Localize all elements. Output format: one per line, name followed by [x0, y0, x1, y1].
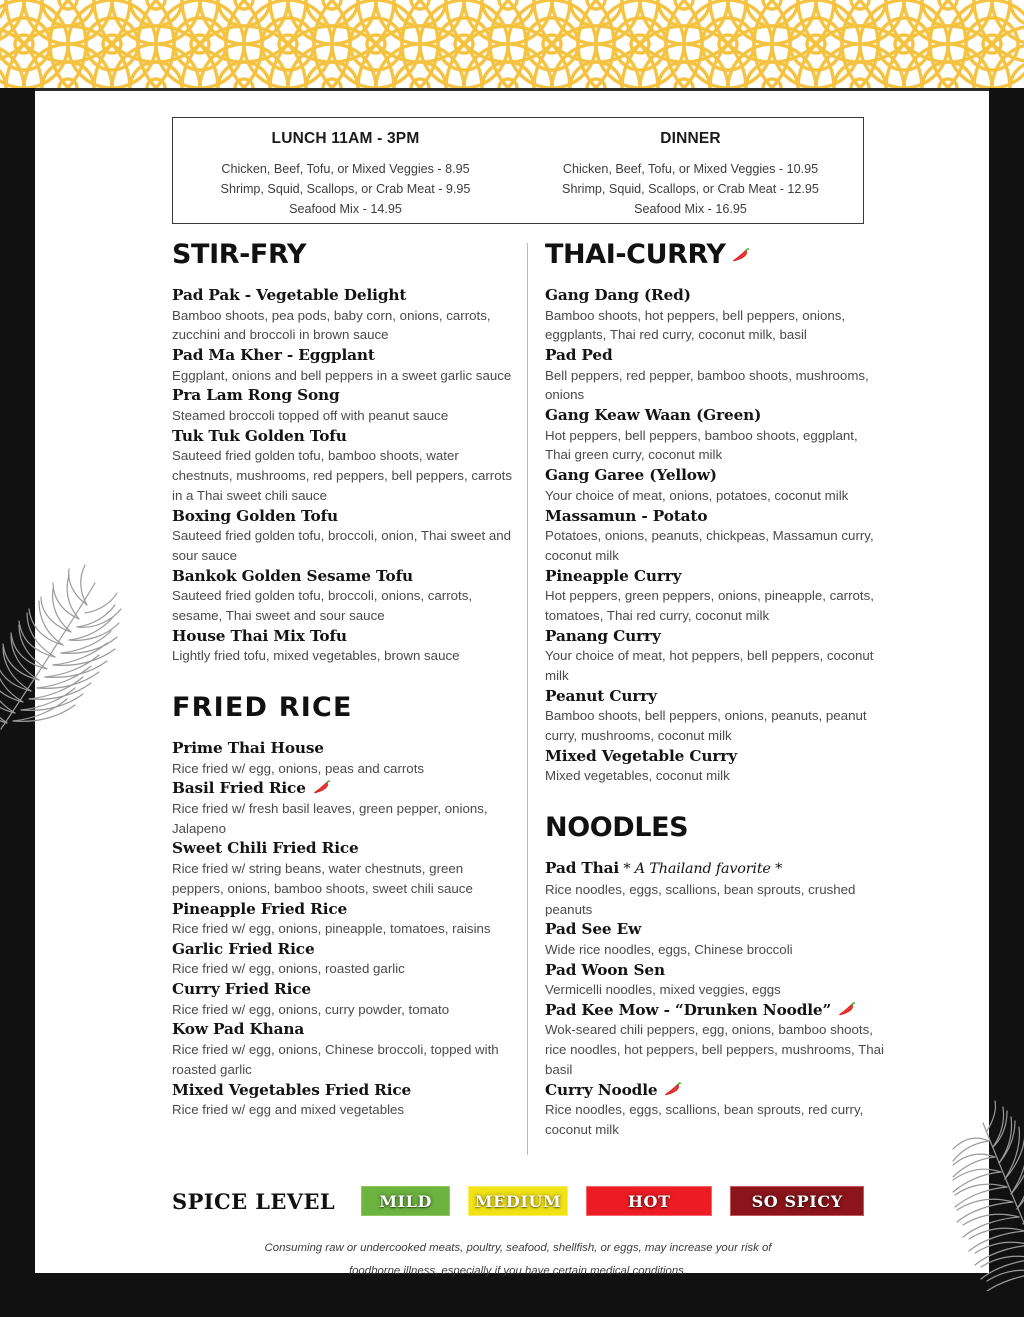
menu-item	[172, 1080, 512, 1120]
menu-item-name-label: Gang Dang (Red)	[545, 286, 691, 304]
menu-item-description: Mixed vegetables, coconut milk	[545, 768, 730, 784]
menu-item	[172, 1019, 512, 1079]
menu-item-description: Bell peppers, red pepper, bamboo shoots, mushrooms, onions	[545, 367, 869, 403]
menu-item-description: Hot peppers, green peppers, onions, pineapple, carrots, tomatoes, Thai red curry, coconut milk	[545, 588, 874, 623]
lunch-price-line: Seafood Mix - 14.95	[289, 202, 402, 216]
menu-item-description: Sauteed fried golden tofu, broccoli, onions, carrots, sesame, Thai sweet and sour sauce	[172, 588, 473, 623]
menu-item-name	[172, 1080, 512, 1101]
menu-item	[172, 939, 512, 979]
menu-item	[172, 506, 512, 566]
menu-item-name	[545, 506, 885, 527]
menu-item-name	[172, 738, 512, 759]
section-heading	[545, 241, 885, 268]
menu-item	[545, 405, 885, 465]
menu-item-description: Eggplant, onions and bell peppers in a sweet garlic sauce	[172, 367, 512, 383]
menu-item	[545, 1000, 885, 1080]
menu-section	[545, 241, 885, 786]
disclaimer-line-1: Consuming raw or undercooked meats, poultry, seafood, shellfish, or eggs, may increase your risk of	[264, 1242, 772, 1254]
menu-item-name	[545, 858, 885, 880]
menu-item-name	[545, 405, 885, 426]
menu-item	[172, 626, 512, 666]
menu-item-name	[545, 626, 885, 647]
menu-item-description: Rice fried w/ egg, onions, Chinese broccoli, topped with roasted garlic	[172, 1041, 499, 1077]
menu-item-name	[545, 919, 885, 940]
spice-badge-mild: MILD	[361, 1186, 450, 1216]
menu-item	[545, 1080, 885, 1140]
menu-item-name	[172, 345, 512, 366]
menu-item-name	[545, 960, 885, 981]
menu-item-name-label: Pad Woon Sen	[545, 960, 665, 979]
menu-item	[545, 345, 885, 405]
menu-item-name	[172, 979, 512, 1000]
menu-item-name-label: Bankok Golden Sesame Tofu	[172, 566, 413, 585]
menu-item-description: Bamboo shoots, hot peppers, bell peppers, onions, eggplants, Thai red curry, coconut milk, basil	[545, 307, 846, 343]
menu-item-name-label: Peanut Curry	[545, 686, 657, 705]
menu-item	[545, 285, 885, 345]
menu-item	[172, 285, 512, 345]
menu-item-description: Wide rice noodles, eggs, Chinese broccoli	[545, 941, 793, 957]
menu-item-description: Steamed broccoli topped off with peanut sauce	[172, 407, 449, 423]
section-heading	[172, 692, 512, 724]
menu-item	[545, 960, 885, 1000]
menu-item	[172, 979, 512, 1019]
menu-item	[172, 778, 512, 838]
menu-item	[172, 566, 512, 626]
menu-item-description: Rice noodles, eggs, scallions, bean sprouts, crushed peanuts	[545, 881, 856, 917]
menu-item-name-label: Pineapple Curry	[545, 566, 682, 585]
column-divider	[527, 243, 528, 1155]
menu-item-name-label: Pra Lam Rong Song	[172, 386, 340, 405]
menu-item-description: Potatoes, onions, peanuts, chickpeas, Massamun curry, coconut milk	[545, 528, 874, 563]
menu-item-name-label: Pad Ma Kher - Eggplant	[172, 346, 375, 365]
menu-item-name-label: Gang Garee (Yellow)	[545, 466, 717, 485]
menu-item-description: Rice fried w/ egg, onions, curry powder, tomato	[172, 1001, 450, 1017]
menu-section	[172, 694, 512, 1120]
dinner-price-line: Shrimp, Squid, Scallops, or Crab Meat - 12.95	[562, 182, 819, 196]
menu-item	[172, 738, 512, 778]
section-heading-label: THAI-CURRY	[545, 239, 726, 270]
menu-item-name	[172, 838, 512, 859]
menu-item-name-label: Mixed Vegetable Curry	[545, 746, 737, 765]
menu-column-left	[172, 241, 512, 1120]
menu-item	[545, 919, 885, 959]
menu-item-name	[545, 1000, 885, 1021]
menu-item-name-label: Pad See Ew	[545, 920, 642, 939]
menu-item-name-label: Sweet Chili Fried Rice	[172, 839, 359, 858]
menu-item-description: Rice fried w/ egg, onions, pineapple, tomatoes, raisins	[172, 921, 491, 937]
lunch-price-line: Shrimp, Squid, Scallops, or Crab Meat - 9.95	[220, 182, 471, 196]
menu-item-name	[545, 566, 885, 587]
menu-item-description: Bamboo shoots, bell peppers, onions, peanuts, peanut curry, mushrooms, coconut milk	[545, 708, 867, 744]
lunch-dinner-price-box	[172, 117, 864, 224]
menu-item-name-label: Boxing Golden Tofu	[172, 506, 338, 525]
menu-item-name-label: Kow Pad Khana	[172, 1020, 305, 1039]
menu-item	[545, 858, 885, 919]
spice-level-legend	[172, 1184, 864, 1218]
menu-item-description: Lightly fried tofu, mixed vegetables, brown sauce	[172, 648, 460, 664]
menu-item	[172, 838, 512, 898]
menu-item-description: Your choice of meat, onions, potatoes, coconut milk	[545, 487, 849, 503]
menu-item-name	[545, 285, 885, 306]
menu-item-name	[545, 1080, 885, 1101]
menu-item	[545, 566, 885, 626]
menu-item-description: Sauteed fried golden tofu, broccoli, onion, Thai sweet and sour sauce	[172, 528, 512, 563]
lunch-price-column	[173, 118, 518, 223]
menu-item	[545, 746, 885, 786]
menu-item-description: Rice fried w/ egg, onions, roasted garlic	[172, 961, 405, 977]
spice-badge-medium: MEDIUM	[468, 1186, 568, 1216]
menu-column-right	[545, 241, 885, 1140]
section-spacer	[545, 786, 885, 814]
menu-item-description: Hot peppers, bell peppers, bamboo shoots, eggplant, Thai green curry, coconut milk	[545, 427, 858, 463]
menu-item-name-label: Curry Fried Rice	[172, 980, 312, 999]
menu-item	[172, 899, 512, 939]
section-heading	[172, 241, 512, 268]
menu-item-description: Rice fried w/ egg, onions, peas and carrots	[172, 760, 425, 776]
menu-item-description: Rice fried w/ fresh basil leaves, green pepper, onions, Jalapeno	[172, 800, 488, 836]
menu-item	[545, 626, 885, 686]
menu-item-name-label: Pad Thai	[545, 859, 620, 878]
menu-item-description: Rice fried w/ string beans, water chestnuts, green peppers, onions, bamboo shoots, sweet chili sauce	[172, 860, 473, 896]
menu-item	[545, 506, 885, 566]
spice-level-title: SPICE LEVEL	[172, 1188, 336, 1214]
section-heading	[545, 812, 885, 844]
menu-item-name	[172, 506, 512, 527]
menu-item-name	[172, 939, 512, 960]
section-heading-label: NOODLES	[545, 812, 689, 844]
menu-item-name	[172, 1019, 512, 1040]
spice-badge-hot: HOT	[586, 1186, 712, 1216]
menu-paper	[35, 88, 989, 1277]
menu-item-name	[172, 385, 512, 406]
menu-item-description: Sauteed fried golden tofu, bamboo shoots, water chestnuts, mushrooms, red peppers, bell peppers, carrots in a Thai sweet chili sauce	[172, 448, 512, 503]
menu-item-name	[545, 345, 885, 366]
menu-item-name-label: House Thai Mix Tofu	[172, 626, 347, 645]
dinner-price-line: Chicken, Beef, Tofu, or Mixed Veggies - 10.95	[562, 162, 819, 176]
menu-item	[545, 465, 885, 505]
dinner-heading: DINNER	[660, 130, 721, 147]
menu-item-name	[172, 426, 512, 447]
disclaimer-line-2: foodborne illness, especially if you have certain medical conditions.	[348, 1265, 688, 1277]
menu-item-description: Vermicelli noodles, mixed veggies, eggs	[545, 982, 781, 998]
lunch-price-line: Chicken, Beef, Tofu, or Mixed Veggies - 8.95	[221, 162, 470, 176]
menu-item-name-label: Pad Ped	[545, 346, 613, 365]
menu-item	[172, 345, 512, 385]
menu-item-name-label: Curry Noodle	[545, 1080, 658, 1099]
menu-item-name-label: Massamun - Potato	[545, 506, 708, 525]
menu-item-name-label: Basil Fried Rice	[172, 779, 306, 798]
menu-item-name-label: Pineapple Fried Rice	[172, 899, 348, 918]
food-safety-disclaimer	[172, 1237, 864, 1283]
menu-section	[172, 241, 512, 666]
menu-columns	[35, 241, 989, 1171]
menu-item-description: Rice fried w/ egg and mixed vegetables	[172, 1102, 405, 1118]
menu-item-description: Wok-seared chili peppers, egg, onions, bamboo shoots, rice noodles, hot peppers, bell peppers, mushrooms, Thai basil	[545, 1022, 885, 1078]
menu-section	[545, 814, 885, 1140]
menu-item-name	[545, 465, 885, 486]
menu-item-name	[172, 626, 512, 647]
menu-item-name	[172, 899, 512, 920]
spice-badge-so-spicy: SO SPICY	[730, 1186, 864, 1216]
menu-item-description: Your choice of meat, hot peppers, bell peppers, coconut milk	[545, 648, 874, 684]
menu-item-name	[545, 746, 885, 767]
menu-item-description: Bamboo shoots, pea pods, baby corn, onions, carrots, zucchini and broccoli in brown sauce	[172, 307, 491, 343]
menu-item-note: * A Thailand favorite *	[619, 861, 783, 878]
menu-item-name	[172, 566, 512, 587]
menu-item-name-label: Garlic Fried Rice	[172, 939, 315, 958]
lunch-heading: LUNCH 11AM - 3PM	[271, 130, 420, 147]
menu-item-name	[545, 686, 885, 707]
menu-item-name-label: Tuk Tuk Golden Tofu	[172, 426, 347, 445]
wave-pattern-header	[0, 0, 1024, 88]
menu-item	[545, 686, 885, 746]
menu-item-name	[172, 778, 512, 799]
dinner-price-column	[518, 118, 863, 223]
menu-item	[172, 426, 512, 506]
section-heading-label: STIR-FRY	[172, 239, 307, 270]
menu-item-name-label: Prime Thai House	[172, 739, 324, 758]
section-spacer	[172, 666, 512, 694]
menu-item-name-label: Mixed Vegetables Fried Rice	[172, 1080, 412, 1099]
menu-item-name	[172, 285, 512, 306]
dinner-price-line: Seafood Mix - 16.95	[634, 202, 747, 216]
menu-item-name-label: Panang Curry	[545, 626, 661, 645]
menu-item-name-label: Pad Kee Mow - “Drunken Noodle”	[545, 1000, 832, 1019]
menu-item	[172, 385, 512, 425]
menu-item-name-label: Gang Keaw Waan (Green)	[545, 406, 762, 425]
menu-item-name-label: Pad Pak - Vegetable Delight	[172, 286, 407, 304]
menu-item-description: Rice noodles, eggs, scallions, bean sprouts, red curry, coconut milk	[545, 1102, 864, 1138]
section-heading-label: FRIED RICE	[172, 692, 353, 724]
